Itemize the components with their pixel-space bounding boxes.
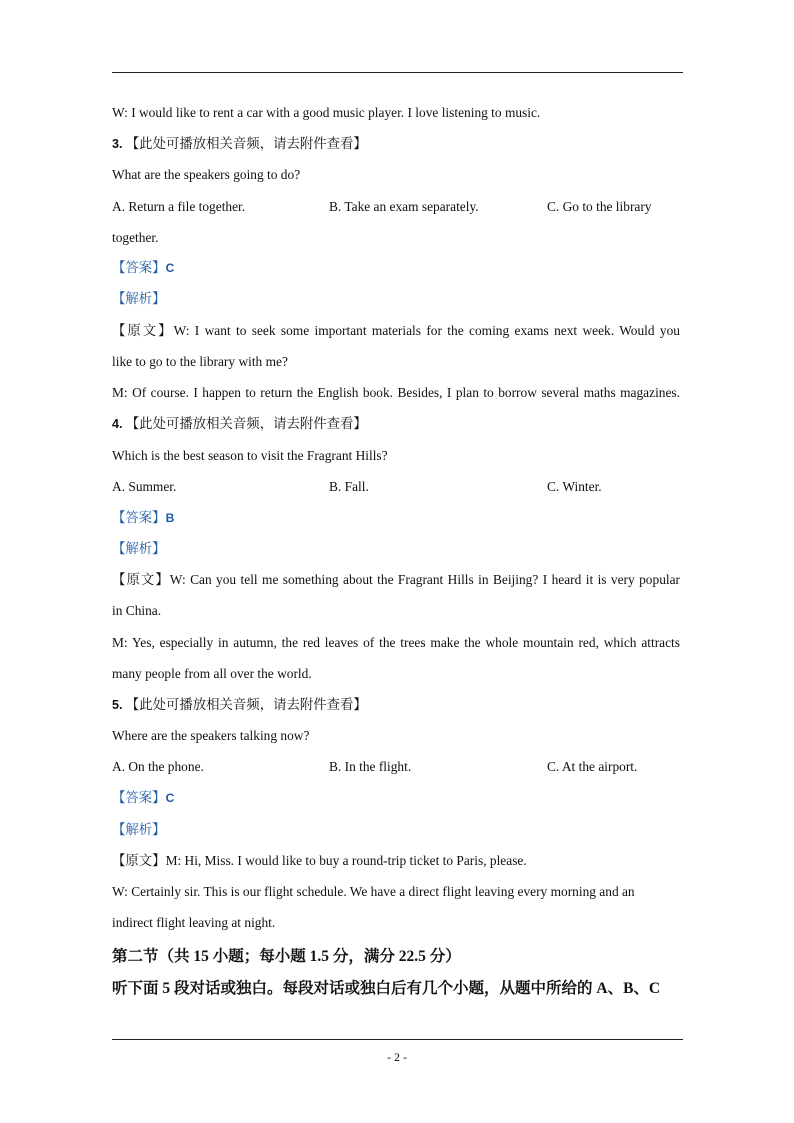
transcript-label: 【原文】: [112, 572, 170, 587]
option-b: B. In the flight.: [329, 759, 412, 774]
question-3-header: [112, 135, 367, 153]
question-4-header: [112, 415, 367, 433]
transcript-line: 【原文】W: Can you tell me something about the Fragrant Hills in Beijing? I heard it is very popular: [112, 572, 681, 587]
answer-line: [112, 259, 174, 277]
option-a: A. On the phone.: [112, 759, 204, 774]
option-c: C. Go to the library: [547, 199, 652, 214]
answer-value: C: [165, 791, 175, 805]
transcript-line: M: Yes, especially in autumn, the red leaves of the trees make the whole mountain red, which attracts: [112, 635, 680, 650]
option-b: B. Take an exam separately.: [329, 199, 479, 214]
transcript-line: M: Of course. I happen to return the English book. Besides, I plan to borrow several maths magazines.: [112, 385, 680, 400]
question-4-text: Which is the best season to visit the Fragrant Hills?: [112, 448, 388, 463]
section-heading: 第二节（共 15 小题；每小题 1.5 分，满分 22.5 分）: [112, 948, 461, 965]
option-c-continuation: together.: [112, 230, 159, 245]
transcript-line: many people from all over the world.: [112, 666, 312, 681]
answer-value: B: [165, 511, 175, 525]
question-5-text: Where are the speakers talking now?: [112, 728, 310, 743]
page-number: - 2 -: [387, 1050, 407, 1064]
option-c: C. Winter.: [547, 479, 602, 494]
option-a: A. Return a file together.: [112, 199, 246, 214]
answer-value: C: [165, 261, 175, 275]
transcript-line: indirect flight leaving at night.: [112, 915, 276, 930]
answer-line: [112, 789, 174, 807]
audio-note: 【此处可播放相关音频，请去附件查看】: [125, 416, 367, 431]
section-instructions: 听下面 5 段对话或独白。每段对话或独白后有几个小题，从题中所给的 A、B、C: [112, 980, 661, 997]
header-rule: [112, 72, 683, 73]
answer-label: 【答案】: [112, 790, 166, 805]
analysis-label: 【解析】: [112, 822, 166, 837]
question-number: 3.: [112, 137, 123, 151]
transcript-line: W: Certainly sir. This is our flight schedule. We have a direct flight leaving every morning and an: [112, 884, 635, 899]
question-3-text: What are the speakers going to do?: [112, 167, 301, 182]
analysis-label: 【解析】: [112, 541, 166, 556]
transcript-line: in China.: [112, 603, 162, 618]
answer-label: 【答案】: [112, 260, 166, 275]
transcript-label: 【原文】: [112, 853, 166, 868]
transcript-line: like to go to the library with me?: [112, 354, 288, 369]
audio-note: 【此处可播放相关音频，请去附件查看】: [125, 697, 367, 712]
question-5-header: [112, 696, 367, 714]
transcript-line: 【原文】W: I want to seek some important materials for the coming exams next week. Would you: [112, 323, 681, 338]
option-b: B. Fall.: [329, 479, 369, 494]
question-number: 5.: [112, 698, 123, 712]
dialogue-line: W: I would like to rent a car with a good music player. I love listening to music.: [112, 105, 541, 120]
analysis-label: 【解析】: [112, 291, 166, 306]
transcript-label: 【原文】: [112, 323, 174, 338]
answer-label: 【答案】: [112, 510, 166, 525]
option-c: C. At the airport.: [547, 759, 638, 774]
answer-line: [112, 509, 174, 527]
audio-note: 【此处可播放相关音频，请去附件查看】: [125, 136, 367, 151]
footer-rule: [112, 1039, 683, 1040]
question-number: 4.: [112, 417, 123, 431]
option-a: A. Summer.: [112, 479, 177, 494]
transcript-line: 【原文】M: Hi, Miss. I would like to buy a round-trip ticket to Paris, please.: [112, 853, 527, 868]
